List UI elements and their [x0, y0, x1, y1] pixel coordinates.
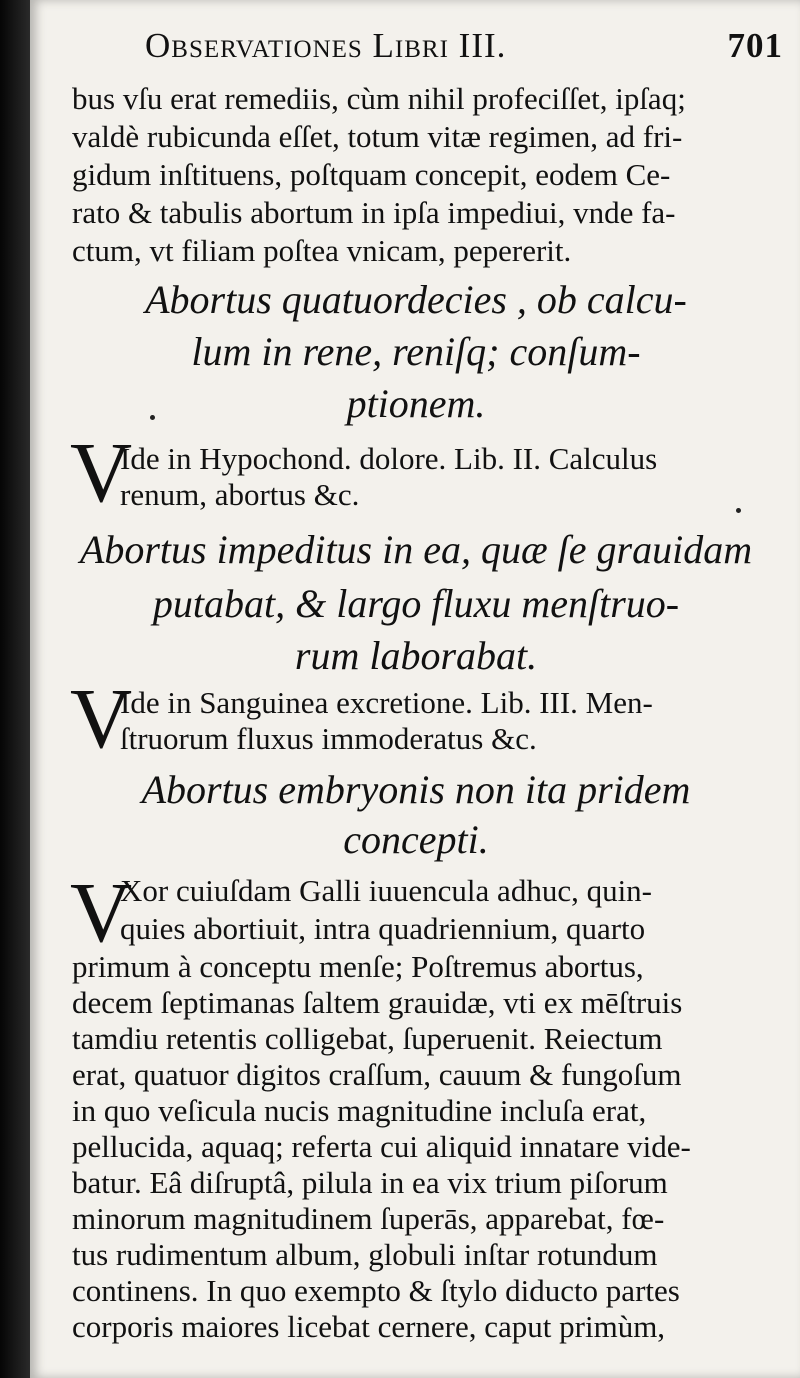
text-line: gidum inſtituens, poſtquam concepit, eodem Ce- [72, 157, 671, 192]
section-title-line: Abortus quatuordecies , ob calcu- [145, 277, 687, 322]
book-gutter [0, 0, 30, 1378]
text-line: bus vſu erat remediis, cùm nihil profeciſſet, ipſaq; [72, 81, 686, 116]
text-line: minorum magnitudinem ſuperās, apparebat, fœ- [72, 1201, 665, 1236]
text-line: quies abortiuit, intra quadriennium, quarto [120, 911, 646, 946]
page-number: 701 [727, 26, 783, 65]
text-line: Ide in Sanguinea excretione. Lib. III. Men- [120, 685, 653, 720]
section-title-line: rum laborabat. [294, 633, 538, 678]
text-line: Ide in Hypochond. dolore. Lib. II. Calculus [120, 441, 658, 476]
section-title-line: ptionem. [346, 381, 486, 426]
text-line: Xor cuiuſdam Galli iuuencula adhuc, quin- [120, 873, 653, 908]
text-line: erat, quatuor digitos craſſum, cauum & fungoſum [72, 1057, 682, 1092]
ink-speck [736, 508, 741, 513]
text-line: ctum, vt filiam poſtea vnicam, pepererit. [72, 233, 572, 268]
text-line: continens. In quo exempto & ſtylo diducto partes [72, 1273, 680, 1308]
text-line: tamdiu retentis colligebat, ſuperuenit. Reiectum [72, 1021, 663, 1056]
text-line: decem ſeptimanas ſaltem grauidæ, vti ex mēſtruis [72, 985, 683, 1020]
text-line: rato & tabulis abortum in ipſa impediui, vnde fa- [72, 195, 676, 230]
running-title: Observationes Libri III. [145, 26, 507, 65]
section-title-line: Abortus impeditus in ea, quæ ſe grauidam [79, 527, 753, 572]
text-line: renum, abortus &c. [120, 477, 360, 512]
ink-speck [150, 415, 155, 420]
drop-cap: V [70, 670, 133, 766]
text-line: batur. Eâ diſruptâ, pilula in ea vix trium piſorum [72, 1165, 668, 1200]
section-title-line: concepti. [343, 817, 489, 862]
text-line: valdè rubicunda eſſet, totum vitæ regimen, ad fri- [72, 119, 683, 154]
text-line: primum à conceptu menſe; Poſtremus abortus, [72, 949, 644, 984]
text-line: tus rudimentum album, globuli inſtar rotundum [72, 1237, 658, 1272]
running-head [145, 26, 785, 66]
section-title-line: putabat, & largo fluxu menſtruo- [152, 581, 680, 626]
text-line: corporis maiores licebat cernere, caput primùm, [72, 1309, 666, 1344]
text-line: in quo veſicula nucis magnitudine incluſa erat, [72, 1093, 647, 1128]
section-title-line: Abortus embryonis non ita pridem [141, 767, 691, 812]
drop-cap: V [70, 424, 133, 520]
text-line: ſtruorum fluxus immoderatus &c. [120, 721, 537, 756]
text-line: pellucida, aquaq; referta cui aliquid innatare vide- [72, 1129, 691, 1164]
drop-cap: V [70, 864, 133, 960]
section-title-line: lum in rene, reniſq; conſum- [191, 329, 641, 374]
